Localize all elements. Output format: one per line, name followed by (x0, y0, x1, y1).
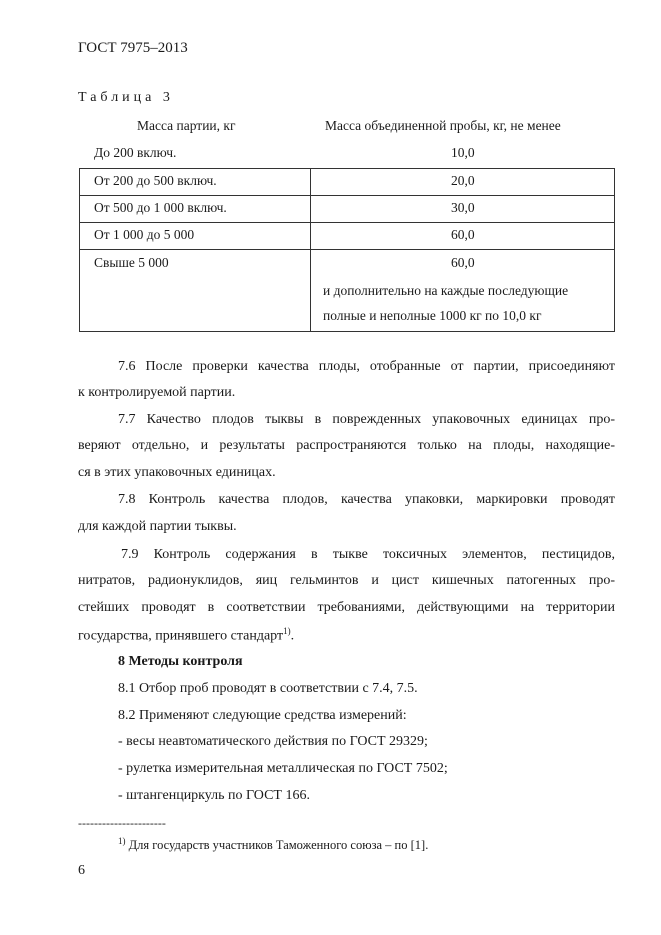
paragraph-7-8-line: для каждой партии тыквы. (78, 519, 237, 534)
paragraph-7-9-line: 7.9 Контроль содержания в тыкве токсичных элементов, пестицидов, (121, 547, 615, 562)
paragraph-7-9-period: . (290, 628, 295, 644)
table-row-divider (80, 195, 614, 196)
table-row-divider (80, 249, 614, 250)
table-col-header-sample-mass: Масса объединенной пробы, кг, не менее (325, 118, 561, 133)
page-number: 6 (78, 863, 85, 878)
table-cell-note: и дополнительно на каждые последующие (323, 283, 569, 298)
paragraph-7-6-line: 7.6 После проверки качества плоды, отобранные от партии, присоединяют (118, 359, 615, 374)
paragraph-7-7-line: веряют отдельно, и результаты распространяются только на плоды, находящие- (78, 438, 615, 453)
paragraph-7-6-line: к контролируемой партии. (78, 385, 236, 400)
document-header: ГОСТ 7975–2013 (78, 40, 188, 56)
table-row-divider (80, 222, 614, 223)
section-8-title: 8 Методы контроля (118, 654, 243, 669)
paragraph-7-9-line (78, 626, 294, 645)
paragraph-7-9-line: нитратов, радионуклидов, яиц гельминтов и цист кишечных патогенных про- (78, 573, 615, 588)
paragraph-7-9-line: стейших проводят в соответствии требованиями, действующими на территории (78, 600, 615, 615)
paragraph-8-1: 8.1 Отбор проб проводят в соответствии с 7.4, 7.5. (118, 681, 418, 696)
table-cell-sample: 20,0 (451, 173, 475, 188)
table-cell-lot: От 500 до 1 000 включ. (94, 200, 227, 215)
paragraph-8-2: 8.2 Применяют следующие средства измерений: (118, 708, 407, 723)
footnote (118, 836, 428, 853)
table-cell-note: полные и неполные 1000 кг по 10,0 кг (323, 308, 542, 323)
table-cell-sample: 10,0 (451, 145, 475, 160)
table-cell-lot: Свыше 5 000 (94, 255, 169, 270)
list-item: - весы неавтоматического действия по ГОСТ 29329; (118, 734, 428, 749)
footnote-reference[interactable]: 1) (283, 626, 291, 636)
table-cell-sample: 60,0 (451, 227, 475, 242)
table-cell-lot: От 1 000 до 5 000 (94, 227, 195, 242)
list-item: - рулетка измерительная металлическая по ГОСТ 7502; (118, 761, 448, 776)
footnote-separator: ---------------------- (78, 816, 166, 830)
table-col-header-lot-mass: Масса партии, кг (137, 118, 236, 133)
table-caption: Таблица 3 (78, 90, 174, 105)
paragraph-7-9-text: государства, принявшего стандарт (78, 628, 284, 644)
paragraph-7-7-line: 7.7 Качество плодов тыквы в поврежденных упаковочных единицах про- (118, 412, 615, 427)
footnote-marker: 1) (118, 836, 126, 846)
table-cell-sample: 60,0 (451, 255, 475, 270)
paragraph-7-8-line: 7.8 Контроль качества плодов, качества упаковки, маркировки проводят (118, 492, 615, 507)
paragraph-7-7-line: ся в этих упаковочных единицах. (78, 465, 276, 480)
table-cell-sample: 30,0 (451, 200, 475, 215)
list-item: - штангенциркуль по ГОСТ 166. (118, 788, 310, 803)
table-cell-lot: От 200 до 500 включ. (94, 173, 217, 188)
footnote-text: Для государств участников Таможенного союза – по [1]. (125, 838, 429, 853)
table-cell-lot: До 200 включ. (94, 145, 177, 160)
table-column-divider (310, 169, 311, 331)
